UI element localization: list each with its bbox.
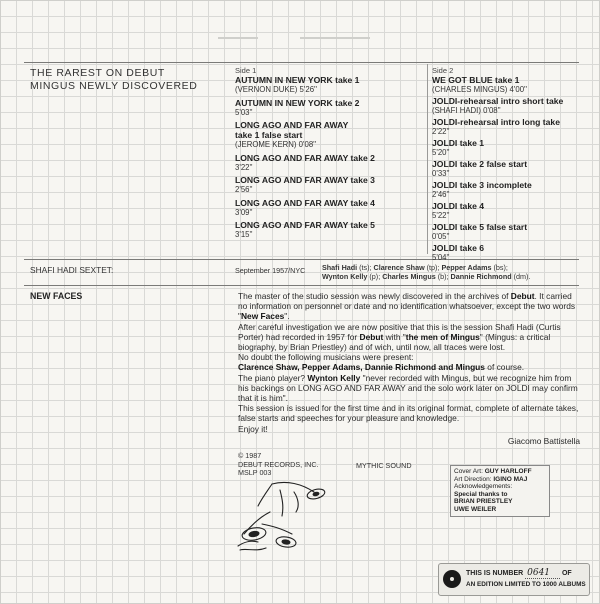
track [432, 117, 582, 137]
track [432, 96, 582, 116]
track [432, 138, 582, 158]
personnel-line2 [322, 272, 582, 281]
edition-number: 0641 [525, 568, 560, 579]
musician-role: (tp); [424, 263, 442, 272]
musician-name: Dannie Richmond [450, 272, 512, 281]
print-smudge [300, 37, 370, 39]
track [235, 75, 420, 95]
track-title: AUTUMN IN NEW YORK take 2 [235, 97, 360, 108]
track-duration: 5'03'' [235, 107, 253, 117]
track-duration: 2'46'' [432, 190, 450, 199]
track-duration: (SHAFI HADI) 0'08'' [432, 106, 501, 115]
art-direction-credit: Art Direction: IGINO MAJ [454, 475, 528, 483]
track-duration: 3'09'' [235, 207, 253, 217]
musician-name: Clarence Shaw [373, 263, 425, 272]
vinyl-record-icon [443, 570, 461, 588]
session-date: September 1957/NYC [235, 266, 306, 275]
track-duration: 5'04'' [432, 253, 450, 262]
track-title: WE GOT BLUE take 1 [432, 75, 520, 85]
album-title-line2: MINGUS NEWLY DISCOVERED [30, 80, 198, 92]
track-duration: 0'05'' [432, 232, 450, 241]
notes-paragraph: After careful investigation we are now positive that this is the session Shafi Hadi (Curtis Porter) had recorded in 1957 for Debut with "the men of Mingus" (Mingus: a critical biography, by Brian Priestley) and of wich, until now, all traces were lost. [238, 321, 561, 353]
track [235, 153, 420, 173]
sticker-line2: AN EDITION LIMITED TO 1000 ALBUMS [466, 581, 586, 588]
track-title: LONG AGO AND FAR AWAY take 2 [235, 152, 375, 163]
band-name: SHAFI HADI SEXTET: [30, 265, 114, 275]
rule-notes [24, 285, 579, 286]
distributor: MYTHIC SOUND [356, 461, 412, 470]
track-title-cont: take 1 false start [235, 130, 303, 140]
side2-tracklist [432, 66, 582, 264]
notes-paragraph: Enjoy it! [238, 423, 268, 434]
notes-paragraph: The piano player? Wynton Kelly "never recorded with Mingus, but we recognize him from his backings on LONG AGO AND FAR AWAY and the solo work later on JOLDI may confirm that it is him". [238, 372, 578, 404]
sketch-illustration [232, 476, 332, 556]
musician-name: Wynton Kelly [322, 272, 368, 281]
album-title-line1: THE RAREST ON DEBUT [30, 67, 165, 79]
track [432, 243, 582, 263]
track-duration: 5'22'' [432, 211, 450, 220]
side1-label: Side 1 [235, 66, 257, 75]
musician-role: (dm). [511, 272, 531, 281]
musician-name: Pepper Adams [441, 263, 492, 272]
notes-paragraph: No doubt the following musicians were present: [238, 352, 414, 363]
sticker-line1: THIS IS NUMBER 0641 OF [466, 568, 572, 578]
track [235, 120, 420, 150]
track-title: LONG AGO AND FAR AWAY take 3 [235, 175, 375, 185]
track-duration: 5'20'' [432, 148, 450, 157]
side-divider [427, 64, 428, 254]
side1-tracklist [235, 66, 420, 241]
musician-role: (b); [435, 272, 451, 281]
record-company: DEBUT RECORDS, INC. [238, 459, 319, 469]
track [235, 220, 420, 240]
liner-notes [238, 291, 582, 446]
track-title: AUTUMN IN NEW YORK take 1 [235, 75, 360, 85]
label-info [238, 452, 319, 478]
notes-paragraph: Clarence Shaw, Pepper Adams, Dannie Richmond and Mingus of course. [238, 362, 525, 373]
catalog-number: MSLP 003 [238, 468, 272, 478]
track-title: JOLDI take 1 [432, 138, 485, 148]
thanks-name: UWE WEILER [454, 505, 497, 513]
notes-paragraph: The master of the studio session was newly discovered in the archives of Debut. It carried no information on personnel or date and no identification whatsoever, except the two words "New Faces". [238, 291, 576, 322]
rule-top [24, 62, 579, 63]
track-title: JOLDI take 2 false start [432, 159, 528, 169]
personnel [322, 263, 582, 281]
track [432, 75, 582, 95]
track-title: LONG AGO AND FAR AWAY take 5 [235, 220, 375, 230]
notes-heading: NEW FACES [30, 291, 83, 301]
track-title: JOLDI take 3 incomplete [432, 180, 532, 190]
track [432, 159, 582, 179]
special-thanks: Special thanks to [454, 490, 508, 498]
track-title: LONG AGO AND FAR AWAY take 4 [235, 197, 375, 208]
track [235, 175, 420, 195]
track-duration: (CHARLES MINGUS) 4'00'' [432, 85, 528, 94]
notes-paragraph: This session is issued for the first time and in its original format, complete of alternate takes, false starts and speeches for your pleasure and knowledge. [238, 403, 579, 424]
acknowledgements-label: Acknowledgements: [454, 483, 513, 491]
musician-role: (bs); [491, 263, 508, 272]
track-title: JOLDI-rehearsal intro short take [432, 96, 564, 106]
limited-edition-sticker [438, 563, 590, 596]
copyright: © 1987 [238, 451, 262, 460]
track-duration: (VERNON DUKE) 5'26'' [235, 85, 318, 94]
side2-label: Side 2 [432, 66, 454, 75]
print-smudge [218, 37, 258, 39]
track-duration: 3'22'' [235, 162, 253, 172]
cover-art-credit: Cover Art: GUY HARLOFF [454, 468, 532, 475]
musician-role: (ts); [357, 263, 374, 272]
track-duration: 2'56'' [235, 185, 253, 194]
track-duration: 3'15'' [235, 230, 253, 239]
track [235, 198, 420, 218]
track [432, 222, 582, 242]
musician-role: (p); [367, 272, 383, 281]
track-title: JOLDI take 4 [432, 201, 485, 211]
track-duration: (JEROME KERN) 0'08'' [235, 140, 317, 149]
track-duration: 0'33'' [432, 169, 450, 178]
musician-name: Shafi Hadi [322, 263, 358, 272]
signature: Giacomo Battistella [507, 435, 580, 446]
track-duration: 2'22'' [432, 127, 450, 136]
track [432, 201, 582, 221]
track [432, 180, 582, 200]
track-title: JOLDI-rehearsal intro long take [432, 117, 560, 127]
track-title: JOLDI take 6 [432, 243, 485, 253]
credits-box [450, 465, 550, 517]
musician-name: Charles Mingus [382, 272, 436, 281]
personnel-line1 [322, 263, 582, 272]
track-title: LONG AGO AND FAR AWAY [235, 120, 349, 130]
track-title: JOLDI take 5 false start [432, 222, 528, 232]
thanks-name: BRIAN PRIESTLEY [454, 498, 513, 506]
track [235, 98, 420, 118]
